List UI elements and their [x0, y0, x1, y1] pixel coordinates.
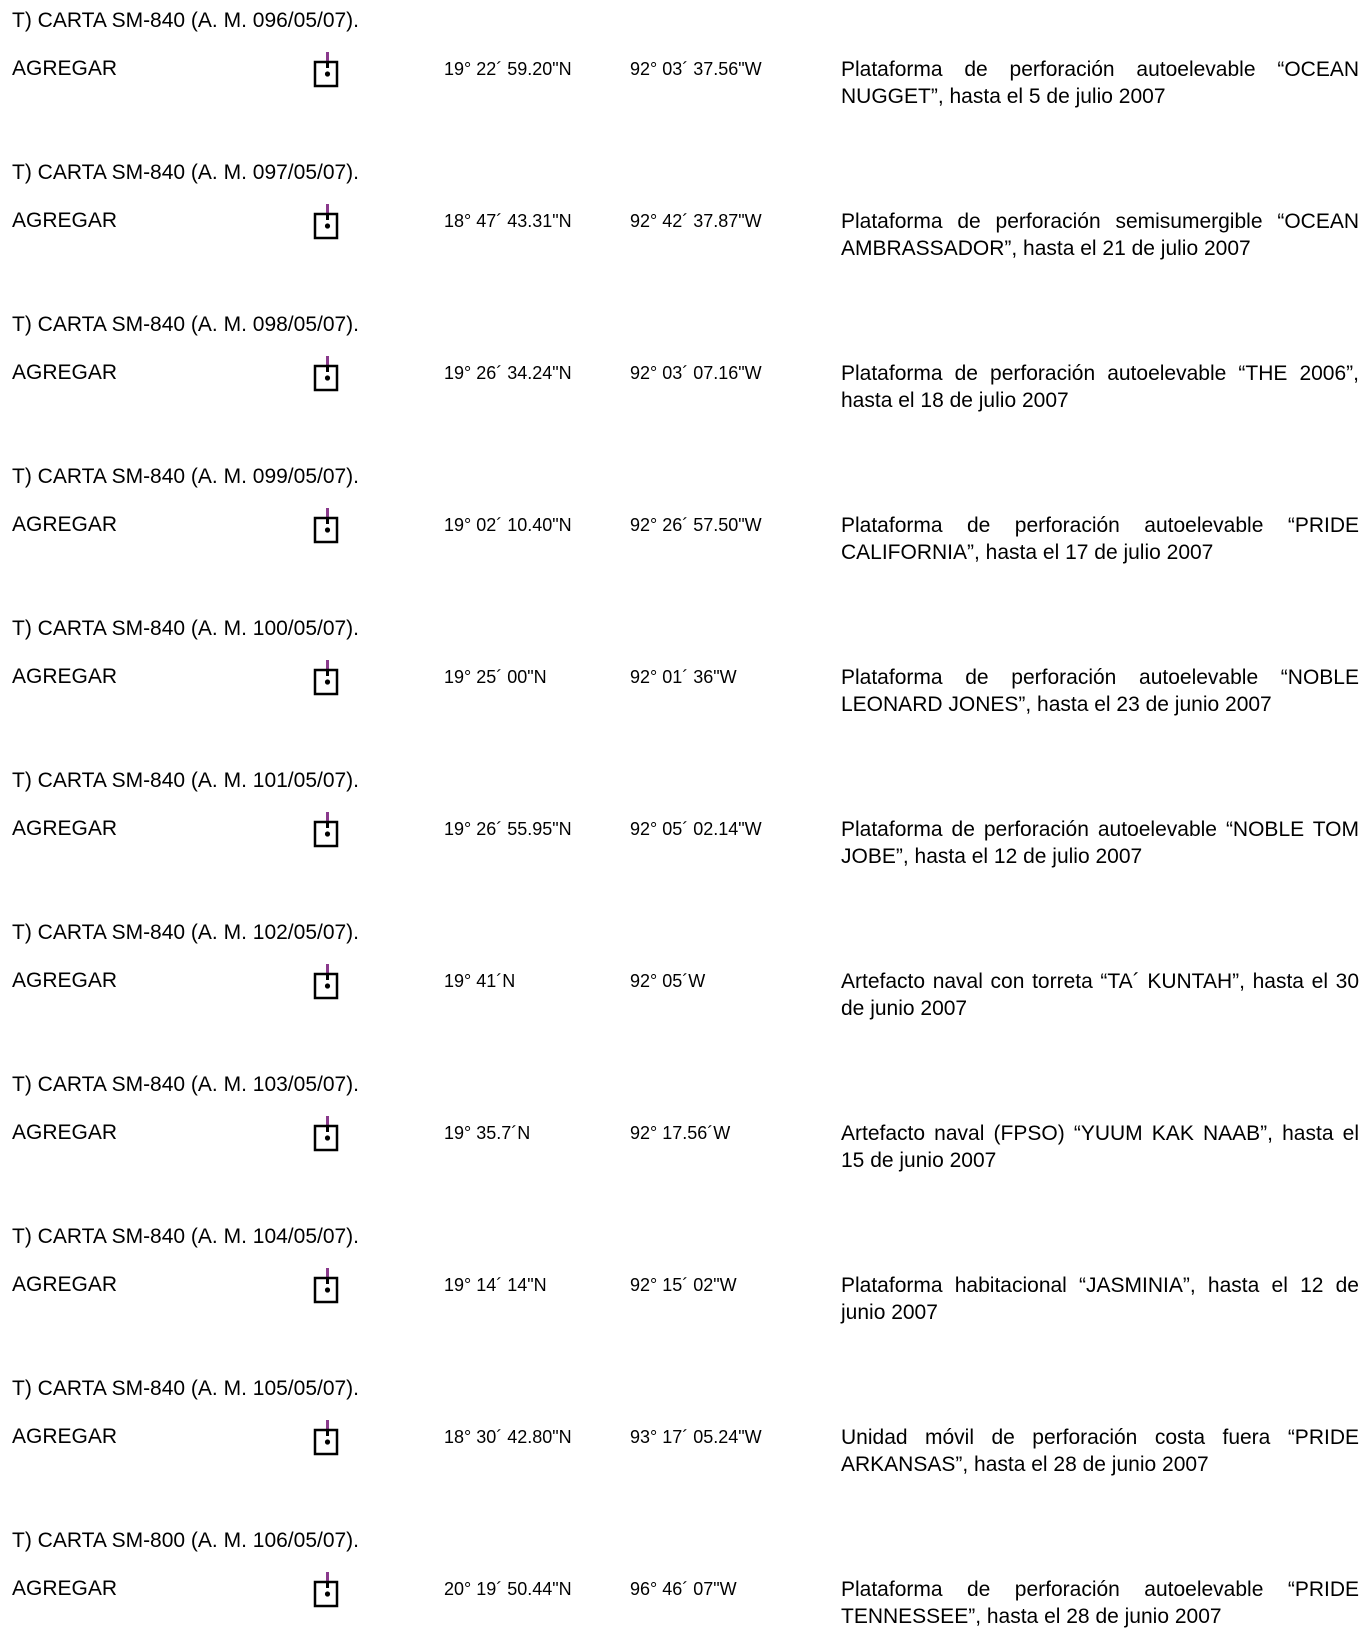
longitude: 92° 42´ 37.87"W — [630, 211, 762, 231]
chart-notice-header: T) CARTA SM-840 (A. M. 105/05/07). — [12, 1377, 360, 1400]
offshore-platform-icon — [313, 508, 339, 544]
offshore-platform-icon — [313, 660, 339, 696]
longitude: 96° 46´ 07"W — [630, 1579, 737, 1599]
latitude: 18° 47´ 43.31"N — [444, 211, 572, 231]
description: Plataforma de perforación semisumergible “OCEAN AMBRASSADOR”, hasta el 21 de julio 2007 — [841, 210, 1359, 260]
chart-notice-header: T) CARTA SM-840 (A. M. 098/05/07). — [12, 313, 360, 336]
notice-entry — [0, 1072, 1372, 1224]
chart-notice-header: T) CARTA SM-840 (A. M. 101/05/07). — [12, 769, 360, 792]
latitude: 20° 19´ 50.44"N — [444, 1579, 572, 1599]
description: Artefacto naval (FPSO) “YUUM KAK NAAB”, hasta el 15 de junio 2007 — [841, 1122, 1359, 1172]
latitude: 18° 30´ 42.80"N — [444, 1427, 572, 1447]
description: Plataforma de perforación autoelevable “PRIDE TENNESSEE”, hasta el 28 de junio 2007 — [841, 1578, 1359, 1628]
latitude: 19° 26´ 34.24"N — [444, 363, 572, 383]
longitude: 92° 17.56´W — [630, 1123, 731, 1143]
offshore-platform-icon — [313, 52, 339, 88]
longitude: 92° 15´ 02"W — [630, 1275, 737, 1295]
longitude: 92° 03´ 07.16"W — [630, 363, 762, 383]
offshore-platform-icon — [313, 1420, 339, 1456]
action-label: AGREGAR — [12, 1121, 118, 1144]
notice-entry — [0, 464, 1372, 616]
description: Plataforma de perforación autoelevable “OCEAN NUGGET”, hasta el 5 de julio 2007 — [841, 58, 1359, 108]
action-label: AGREGAR — [12, 1425, 118, 1448]
description: Plataforma habitacional “JASMINIA”, hasta el 12 de junio 2007 — [841, 1274, 1359, 1324]
longitude: 92° 05´W — [630, 971, 706, 991]
chart-notice-header: T) CARTA SM-840 (A. M. 102/05/07). — [12, 921, 360, 944]
latitude: 19° 02´ 10.40"N — [444, 515, 572, 535]
offshore-platform-icon — [313, 964, 339, 1000]
latitude: 19° 22´ 59.20"N — [444, 59, 572, 79]
offshore-platform-icon — [313, 204, 339, 240]
offshore-platform-icon — [313, 356, 339, 392]
notice-entry — [0, 920, 1372, 1072]
longitude: 92° 26´ 57.50"W — [630, 515, 762, 535]
chart-notice-header: T) CARTA SM-840 (A. M. 099/05/07). — [12, 465, 360, 488]
notice-entry — [0, 312, 1372, 464]
offshore-platform-icon — [313, 1116, 339, 1152]
offshore-platform-icon — [313, 812, 339, 848]
notice-entry — [0, 616, 1372, 768]
notice-entry — [0, 768, 1372, 920]
action-label: AGREGAR — [12, 57, 118, 80]
offshore-platform-icon — [313, 1268, 339, 1304]
description: Plataforma de perforación autoelevable “PRIDE CALIFORNIA”, hasta el 17 de julio 2007 — [841, 514, 1359, 564]
chart-notice-header: T) CARTA SM-840 (A. M. 103/05/07). — [12, 1073, 360, 1096]
chart-notice-header: T) CARTA SM-840 (A. M. 104/05/07). — [12, 1225, 360, 1248]
latitude: 19° 25´ 00"N — [444, 667, 547, 687]
action-label: AGREGAR — [12, 1577, 118, 1600]
action-label: AGREGAR — [12, 665, 118, 688]
chart-notice-header: T) CARTA SM-800 (A. M. 106/05/07). — [12, 1529, 360, 1552]
latitude: 19° 41´N — [444, 971, 516, 991]
longitude: 92° 03´ 37.56"W — [630, 59, 762, 79]
notice-entry — [0, 8, 1372, 160]
chart-notice-header: T) CARTA SM-840 (A. M. 097/05/07). — [12, 161, 360, 184]
action-label: AGREGAR — [12, 817, 118, 840]
action-label: AGREGAR — [12, 1273, 118, 1296]
description: Plataforma de perforación autoelevable “NOBLE TOM JOBE”, hasta el 12 de julio 2007 — [841, 818, 1359, 868]
latitude: 19° 26´ 55.95"N — [444, 819, 572, 839]
description: Unidad móvil de perforación costa fuera “PRIDE ARKANSAS”, hasta el 28 de junio 2007 — [841, 1426, 1359, 1476]
offshore-platform-icon — [313, 1572, 339, 1608]
action-label: AGREGAR — [12, 513, 118, 536]
longitude: 92° 05´ 02.14"W — [630, 819, 762, 839]
action-label: AGREGAR — [12, 209, 118, 232]
action-label: AGREGAR — [12, 361, 118, 384]
chart-notice-header: T) CARTA SM-840 (A. M. 100/05/07). — [12, 617, 360, 640]
latitude: 19° 14´ 14"N — [444, 1275, 547, 1295]
latitude: 19° 35.7´N — [444, 1123, 531, 1143]
description: Artefacto naval con torreta “TA´ KUNTAH”, hasta el 30 de junio 2007 — [841, 970, 1359, 1020]
longitude: 92° 01´ 36"W — [630, 667, 737, 687]
description: Plataforma de perforación autoelevable “NOBLE LEONARD JONES”, hasta el 23 de junio 2007 — [841, 666, 1359, 716]
notice-entry — [0, 1528, 1372, 1650]
notice-entry — [0, 1224, 1372, 1376]
chart-notice-header: T) CARTA SM-840 (A. M. 096/05/07). — [12, 9, 360, 32]
description: Plataforma de perforación autoelevable “THE 2006”, hasta el 18 de julio 2007 — [841, 362, 1359, 412]
longitude: 93° 17´ 05.24"W — [630, 1427, 762, 1447]
notice-entry — [0, 1376, 1372, 1528]
action-label: AGREGAR — [12, 969, 118, 992]
notice-entry — [0, 160, 1372, 312]
